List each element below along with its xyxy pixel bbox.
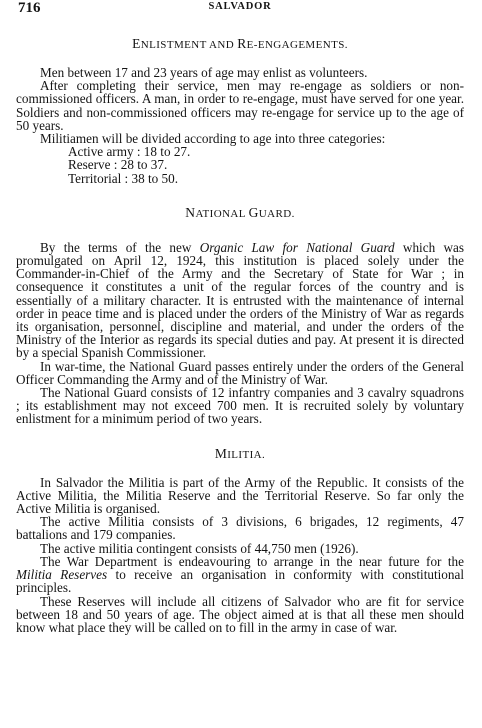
heading-initial: N: [185, 204, 196, 220]
paragraph: In Salvador the Militia is part of the Army of the Republic. It consists of the Active Militia, the Militia Reserve and the Territorial Reserve. So far only the Active Militia is organised.: [16, 474, 464, 517]
heading-text: E-ENGAGEMENTS.: [246, 39, 348, 51]
heading-initial: R: [237, 36, 247, 51]
heading-initial: G: [248, 204, 259, 220]
section-heading-national-guard: [16, 205, 464, 221]
heading-text: ILITIA.: [227, 448, 266, 461]
heading-initial: M: [214, 445, 228, 461]
section-heading-enlistment: [16, 36, 464, 52]
category-item: Territorial : 38 to 50.: [68, 170, 179, 186]
law-title: Organic Law for National Guard: [199, 239, 395, 255]
paragraph: [16, 555, 464, 595]
heading-text: ATIONAL: [195, 207, 249, 220]
heading-initial: E: [132, 36, 141, 51]
paragraph-text: which was promulgated on April 12, 1924, this institution is placed solely under the Commander-in-Chief of the Army and the Secretary of State for War ; in consequence it constitutes a unit of the regular forces of the country and is essentially of a military character. It is entrusted with the maintenance of internal order in peace time and is placed under the orders of the Ministry of War as regards its organisation, personnel, discipline and material, and under the orders of the Ministry of the Interior as regards its special duties and pay. At present it is directed by a special Spanish Commissioner.: [16, 239, 464, 361]
category-item: Reserve : 28 to 37.: [68, 157, 168, 173]
running-title: SALVADOR: [208, 1, 272, 12]
heading-text: UARD.: [258, 207, 295, 220]
category-item: Active army : 18 to 27.: [68, 144, 191, 160]
paragraph: [16, 241, 464, 360]
heading-text: NLISTMENT AND: [140, 39, 238, 51]
emphasis-text: Militia Reserves: [16, 567, 108, 583]
paragraph: The National Guard consists of 12 infantry companies and 3 cavalry squadrons ; its establishment may not exceed 700 men. It is recruited solely by voluntary enlistment for a minimum period of two years.: [16, 385, 464, 427]
page-number: 716: [18, 0, 41, 16]
paragraph-text: to receive an organisation in conformity with constitutional principles.: [16, 567, 465, 596]
paragraph: Men between 17 and 23 years of age may enlist as volunteers.: [40, 65, 368, 80]
running-head: [16, 0, 464, 18]
section-heading-militia: [16, 446, 464, 462]
paragraph: In war-time, the National Guard passes entirely under the orders of the General Officer Commanding the Army and of the Ministry of War.: [16, 358, 464, 387]
paragraph: After completing their service, men may re-engage as soldiers or non-commissioned officers. A man, in order to re-engage, must have served for one year. Soldiers and non-commissioned officers may re-engage for service up to the age of 50 years.: [16, 78, 464, 133]
paragraph-text: By the terms of the new: [40, 239, 200, 255]
paragraph: These Reserves will include all citizens of Salvador who are fit for service between 18 and 50 years of age. The object aimed at is that all these men should know what place they will be called on to fill in the army in case of war.: [16, 593, 464, 635]
paragraph-text: The War Department is endeavouring to arrange in the near future for the: [40, 553, 464, 569]
paragraph: The active militia contingent consists of 44,750 men (1926).: [40, 540, 359, 556]
paragraph: Militiamen will be divided according to age into three categories:: [40, 131, 386, 147]
paragraph: The active Militia consists of 3 divisions, 6 brigades, 12 regiments, 47 battalions and 179 companies.: [16, 514, 464, 543]
